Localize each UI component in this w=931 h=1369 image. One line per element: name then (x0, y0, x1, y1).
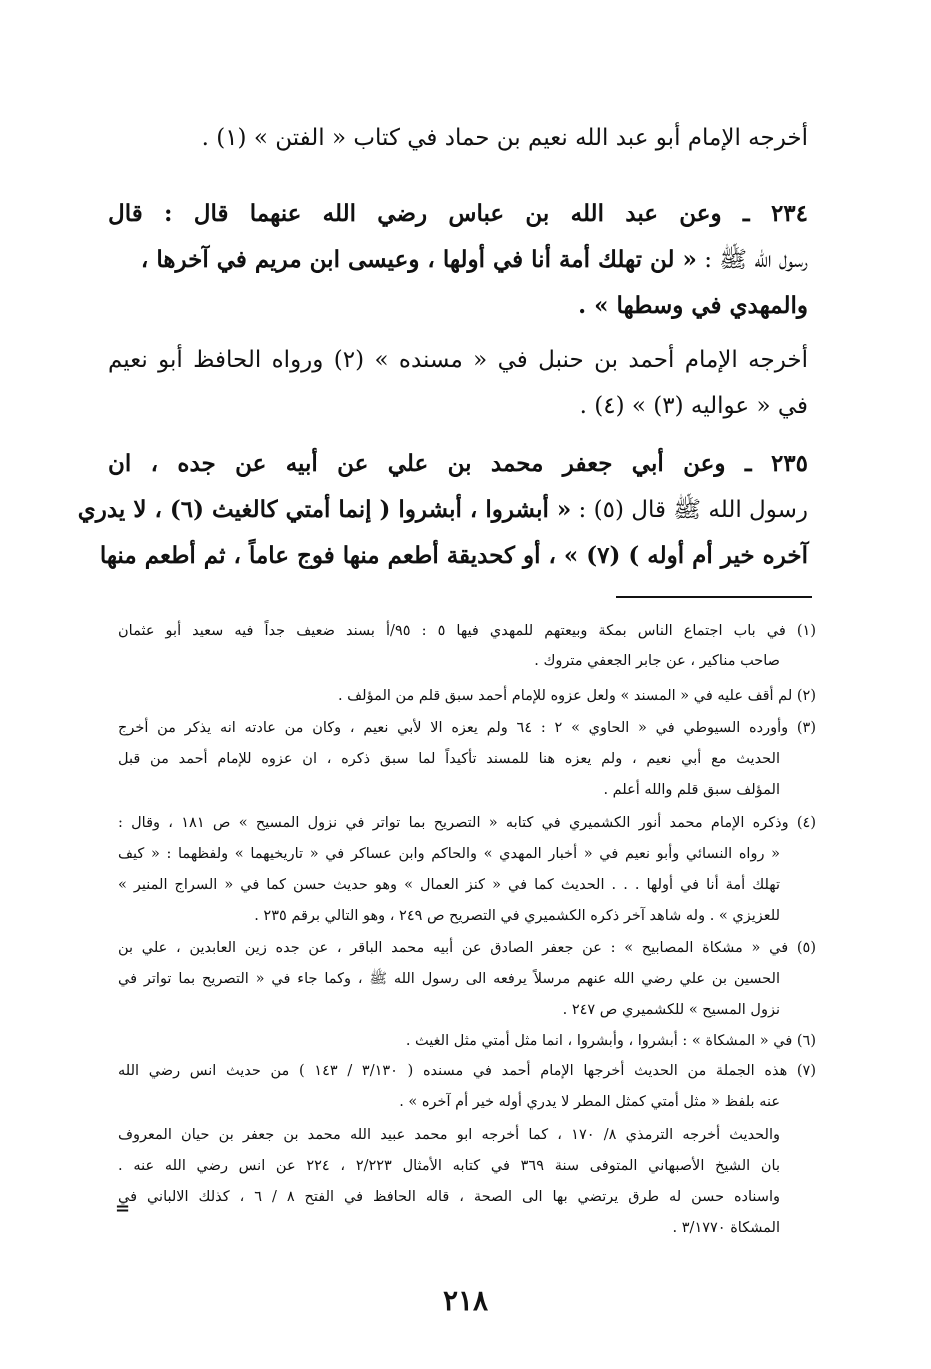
footnote-line: (٢) لم أقف عليه في « المسند » ولعل عزوه للإمام أحمد سبق قلم من المؤلف . (337, 688, 816, 704)
footnote-line: (٧) هذه الجملة من الحديث أخرجها الإمام أحمد في مسنده ( ٣/١٣٠ / ١٤٣ ) من حديث انس رضي الله (118, 1063, 817, 1079)
footnote-line: بان الشيخ الأصبهاني المتوفى سنة ٣٦٩ في كتابه الأمثال ٢/٢٢٣ ، ٢٢٤ عن انس رضي الله عنه . (118, 1158, 780, 1174)
footnote-line: نزول المسيح » للكشميري ص ٢٤٧ . (562, 1002, 780, 1018)
hadith-234-line-1: ٢٣٤ ـ وعن عبد الله بن عباس رضي الله عنهما قال : قال (108, 200, 808, 227)
hadith-234-line-2 (141, 240, 808, 280)
footnote-line: الحديث مع أبي نعيم ، ولم يعزه هنا للمسند تأكيداً لما سبق ذكره ، ان عزوه للإمام أحمد من قبل (118, 751, 780, 767)
hadith-235-attribution: رسول الله ﷺ قال (٥) : (571, 497, 808, 523)
footnote-line: والحديث أخرجه الترمذي ٨/ ١٧٠ ، كما أخرجه ابو محمد عبيد الله محمد بن جعفر بن حيان المعروف (118, 1127, 780, 1143)
footnote-line: واسناده حسن له طرق يرتضي بها الى الصحة ، قاله الحافظ في الفتح ٨ / ٦ ، كذلك الالباني في (118, 1189, 780, 1205)
footnote-line: للعزيزي » . وله شاهد آخر ذكره الكشميري في التصريح ص ٢٤٩ ، وهو التالي برقم ٢٣٥ . (254, 908, 780, 924)
hadith-235-line-3: آخره خير أم أوله ) (٧) » ، أو كحديقة أطعم منها فوج عاماً ، ثم أطعم منها (99, 542, 808, 569)
hadith-235-quote: « أبشروا ، أبشروا ( إنما أمتي كالغيث (٦) ، لا يدري (77, 496, 572, 523)
footnote-line: (٣) وأورده السيوطي في « الحاوي » ٢ : ٦٤ ولم يعزه الا لأبي نعيم ، وكان من عادته انه يذكر من أخرج (118, 720, 816, 736)
hadith-234-line-3: والمهدي في وسطها » . (578, 292, 808, 319)
takhrij-234-line-2: في « عواليه (٣) » (٤) . (579, 393, 808, 419)
hadith-235-line-1: ٢٣٥ ـ وعن أبي جعفر محمد بن علي عن أبيه عن جده ، ان (108, 450, 808, 477)
continuation-mark: = (115, 1198, 131, 1219)
footnote-separator (616, 596, 812, 598)
footnote-line: عنه بلفظ « مثل أمتي كمثل المطر لا يدري أوله خير أم آخره » . (399, 1094, 780, 1110)
takhrij-234-line-1: أخرجه الإمام أحمد بن حنبل في « مسنده » (٢) ورواه الحافظ أبو نعيم (108, 347, 809, 373)
footnote-line: « رواه النسائي وأبو نعيم في « أخبار المهدي » والحاكم وابن عساكر في « تاريخيهما » ولفظهما : « كيف (118, 846, 780, 862)
hadith-234-attribution: رسول الله ﷺ : (696, 247, 808, 273)
footnote-line: صاحب مناكير ، عن جابر الجعفي متروك . (534, 653, 780, 669)
footnote-line: تهلك أمة أنا في أولها . . . الحديث كما في « كنز العمال » وهو حديث حسن كما في « السراج المنير » (118, 877, 780, 893)
footnote-line: (٦) في « المشكاة » : أبشروا ، وأبشروا ، انما مثل أمتي مثل الغيث . (405, 1033, 816, 1049)
page-number: ٢١٨ (442, 1284, 489, 1317)
footnote-line: (١) في باب اجتماع الناس بمكة وبيعتهم للمهدي فيها ٥ : ٩٥/أ بسند ضعيف جداً فيه سعيد أبو عثمان (118, 623, 816, 639)
hadith-235-line-2 (78, 490, 808, 530)
footnote-line: المشكاة ٣/١٧٧٠ . (672, 1220, 780, 1236)
footnote-line: المؤلف سبق قلم والله أعلم . (603, 782, 780, 798)
footnote-line: (٥) في « مشكاة المصابيح » : عن جعفر الصادق عن أبيه محمد الباقر ، عن جده زين العابدين ، علي بن (118, 940, 816, 956)
footnote-line: الحسين بن علي رضي الله عنهم مرسلاً يرفعه الى رسول الله ﷺ ، وكما جاء في « التصريح بما تواتر في (118, 971, 780, 987)
intro-line: أخرجه الإمام أبو عبد الله نعيم بن حماد في كتاب « الفتن » (١) . (201, 125, 808, 151)
footnote-line: (٤) وذكره الإمام محمد أنور الكشميري في كتابه « التصريح بما تواتر في نزول المسيح » ص ١٨١ ، وقال : (118, 815, 817, 831)
hadith-234-quote: « لن تهلك أمة أنا في أولها ، وعيسى ابن مريم في آخرها ، (140, 246, 697, 273)
